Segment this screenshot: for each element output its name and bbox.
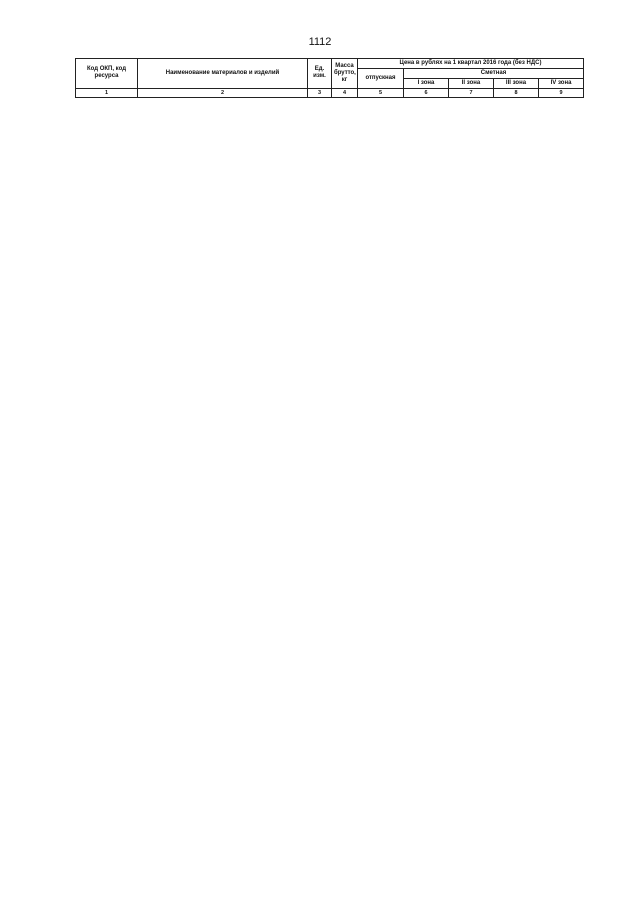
price-table: [75, 58, 584, 98]
column-index: 2: [138, 88, 308, 97]
header-unit: Ед. изм.: [308, 59, 332, 89]
column-index: 4: [332, 88, 358, 97]
header-zone: II зона: [449, 78, 494, 88]
header-code: Код ОКП, код ресурса: [76, 59, 138, 89]
page-number: 1112: [308, 36, 332, 48]
column-index: 5: [358, 88, 404, 97]
header-price-group: Цена в рублях на 1 квартал 2016 года (без НДС): [358, 59, 584, 69]
header-zone: I зона: [404, 78, 449, 88]
column-index: 3: [308, 88, 332, 97]
column-index: 6: [404, 88, 449, 97]
header-name: Наименование материалов и изделий: [138, 59, 308, 89]
header-mass: Масса брутто, кг: [332, 59, 358, 89]
column-index: 9: [539, 88, 584, 97]
header-estimate: Сметная: [404, 68, 584, 78]
header-zone: IV зона: [539, 78, 584, 88]
header-zone: III зона: [494, 78, 539, 88]
column-index: 8: [494, 88, 539, 97]
column-index: 7: [449, 88, 494, 97]
column-index: 1: [76, 88, 138, 97]
header-dispatch: отпускная: [358, 68, 404, 88]
